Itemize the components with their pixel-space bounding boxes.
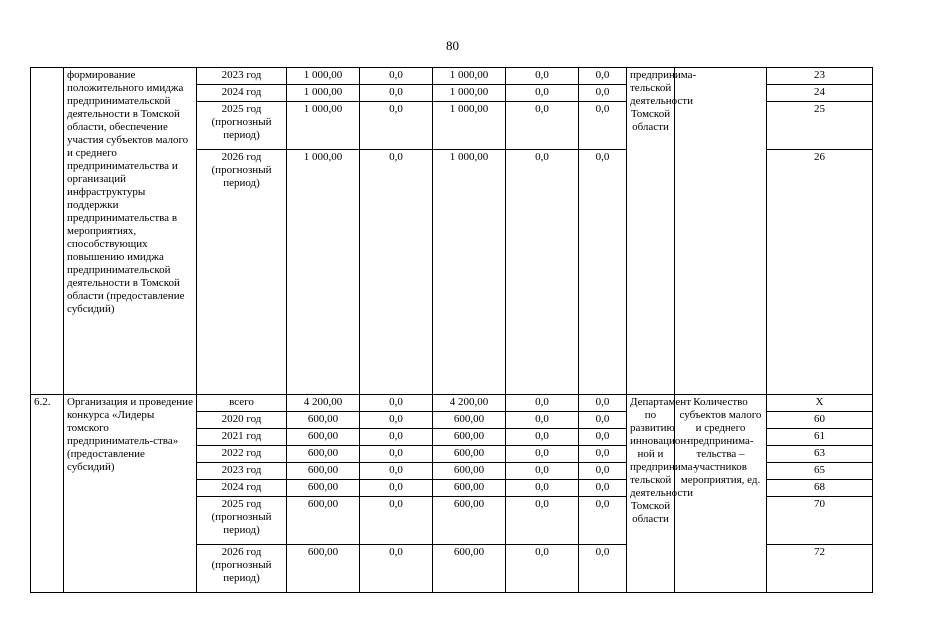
period-cell: 2022 год (197, 446, 287, 463)
total-cell: 1 000,00 (287, 150, 360, 395)
indicator-value-cell: 25 (767, 102, 873, 150)
table-row (31, 395, 928, 412)
local-cell: 0,0 (506, 463, 579, 480)
federal-cell: 0,0 (360, 85, 433, 102)
indicator-value-cell: 68 (767, 480, 873, 497)
period-cell: 2024 год (197, 480, 287, 497)
extrabudget-cell: 0,0 (579, 463, 627, 480)
extrabudget-cell: 0,0 (579, 429, 627, 446)
local-cell: 0,0 (506, 85, 579, 102)
extrabudget-cell: 0,0 (579, 446, 627, 463)
program-activities-table (30, 67, 928, 593)
indicator-value-cell: 72 (767, 545, 873, 593)
federal-cell: 0,0 (360, 68, 433, 85)
regional-cell: 600,00 (433, 429, 506, 446)
extrabudget-cell: 0,0 (579, 395, 627, 412)
indicator-value-cell: 65 (767, 463, 873, 480)
federal-cell: 0,0 (360, 545, 433, 593)
total-cell: 600,00 (287, 545, 360, 593)
page-number: 80 (446, 38, 459, 53)
total-cell: 600,00 (287, 480, 360, 497)
regional-cell: 1 000,00 (433, 150, 506, 395)
regional-cell: 4 200,00 (433, 395, 506, 412)
total-cell: 600,00 (287, 412, 360, 429)
federal-cell: 0,0 (360, 395, 433, 412)
regional-cell: 1 000,00 (433, 85, 506, 102)
activity-name-cell: Организация и проведение конкурса «Лидеры томского предприниматель-ства» (предоставление субсидий) (64, 395, 197, 593)
period-cell: 2024 год (197, 85, 287, 102)
indicator-cell: Количество субъектов малого и среднего предпринима-тельства – участников мероприятия, ед. (675, 395, 767, 593)
federal-cell: 0,0 (360, 150, 433, 395)
table-row (31, 68, 928, 85)
extrabudget-cell: 0,0 (579, 497, 627, 545)
federal-cell: 0,0 (360, 463, 433, 480)
item-number-cell: 6.2. (31, 395, 64, 593)
local-cell: 0,0 (506, 395, 579, 412)
federal-cell: 0,0 (360, 102, 433, 150)
local-cell: 0,0 (506, 545, 579, 593)
indicator-value-cell: Х (767, 395, 873, 412)
federal-cell: 0,0 (360, 497, 433, 545)
indicator-value-cell: 61 (767, 429, 873, 446)
item-number-cell (31, 68, 64, 395)
extrabudget-cell: 0,0 (579, 85, 627, 102)
period-cell: 2026 год (прогнозный период) (197, 545, 287, 593)
indicator-value-cell: 24 (767, 85, 873, 102)
indicator-cell (675, 68, 767, 395)
regional-cell: 600,00 (433, 446, 506, 463)
total-cell: 600,00 (287, 446, 360, 463)
table-body (31, 68, 928, 593)
local-cell: 0,0 (506, 480, 579, 497)
total-cell: 4 200,00 (287, 395, 360, 412)
indicator-value-cell: 60 (767, 412, 873, 429)
local-cell: 0,0 (506, 412, 579, 429)
federal-cell: 0,0 (360, 446, 433, 463)
indicator-value-cell: 23 (767, 68, 873, 85)
extrabudget-cell: 0,0 (579, 102, 627, 150)
regional-cell: 1 000,00 (433, 102, 506, 150)
total-cell: 1 000,00 (287, 85, 360, 102)
total-cell: 1 000,00 (287, 68, 360, 85)
total-cell: 600,00 (287, 429, 360, 446)
period-cell: 2023 год (197, 463, 287, 480)
extrabudget-cell: 0,0 (579, 545, 627, 593)
indicator-value-cell: 70 (767, 497, 873, 545)
period-cell: всего (197, 395, 287, 412)
period-cell: 2021 год (197, 429, 287, 446)
federal-cell: 0,0 (360, 429, 433, 446)
local-cell: 0,0 (506, 429, 579, 446)
local-cell: 0,0 (506, 497, 579, 545)
regional-cell: 600,00 (433, 545, 506, 593)
regional-cell: 600,00 (433, 412, 506, 429)
federal-cell: 0,0 (360, 480, 433, 497)
period-cell: 2025 год (прогнозный период) (197, 497, 287, 545)
indicator-value-cell: 26 (767, 150, 873, 395)
total-cell: 1 000,00 (287, 102, 360, 150)
period-cell: 2025 год (прогнозный период) (197, 102, 287, 150)
regional-cell: 600,00 (433, 497, 506, 545)
executor-cell: Департамент по развитию инновацион-ной и предпринима-тельской деятельности Томской области (627, 395, 675, 593)
period-cell: 2026 год (прогнозный период) (197, 150, 287, 395)
total-cell: 600,00 (287, 463, 360, 480)
federal-cell: 0,0 (360, 412, 433, 429)
activity-name-cell: формирование положительного имиджа предпринимательской деятельности в Томской области, обеспечение участия субъектов малого и среднего предпринимательства и организаций инфраструктуры поддержки предпринимательства в мероприятиях, способствующих повышению имиджа предпринимательской деятельности в Томской области (предоставление субсидий) (64, 68, 197, 395)
extrabudget-cell: 0,0 (579, 150, 627, 395)
indicator-value-cell: 63 (767, 446, 873, 463)
regional-cell: 1 000,00 (433, 68, 506, 85)
local-cell: 0,0 (506, 446, 579, 463)
local-cell: 0,0 (506, 102, 579, 150)
local-cell: 0,0 (506, 150, 579, 395)
regional-cell: 600,00 (433, 480, 506, 497)
extrabudget-cell: 0,0 (579, 480, 627, 497)
executor-cell: предпринима-тельской деятельности Томской области (627, 68, 675, 395)
total-cell: 600,00 (287, 497, 360, 545)
extrabudget-cell: 0,0 (579, 412, 627, 429)
local-cell: 0,0 (506, 68, 579, 85)
regional-cell: 600,00 (433, 463, 506, 480)
extrabudget-cell: 0,0 (579, 68, 627, 85)
period-cell: 2023 год (197, 68, 287, 85)
period-cell: 2020 год (197, 412, 287, 429)
